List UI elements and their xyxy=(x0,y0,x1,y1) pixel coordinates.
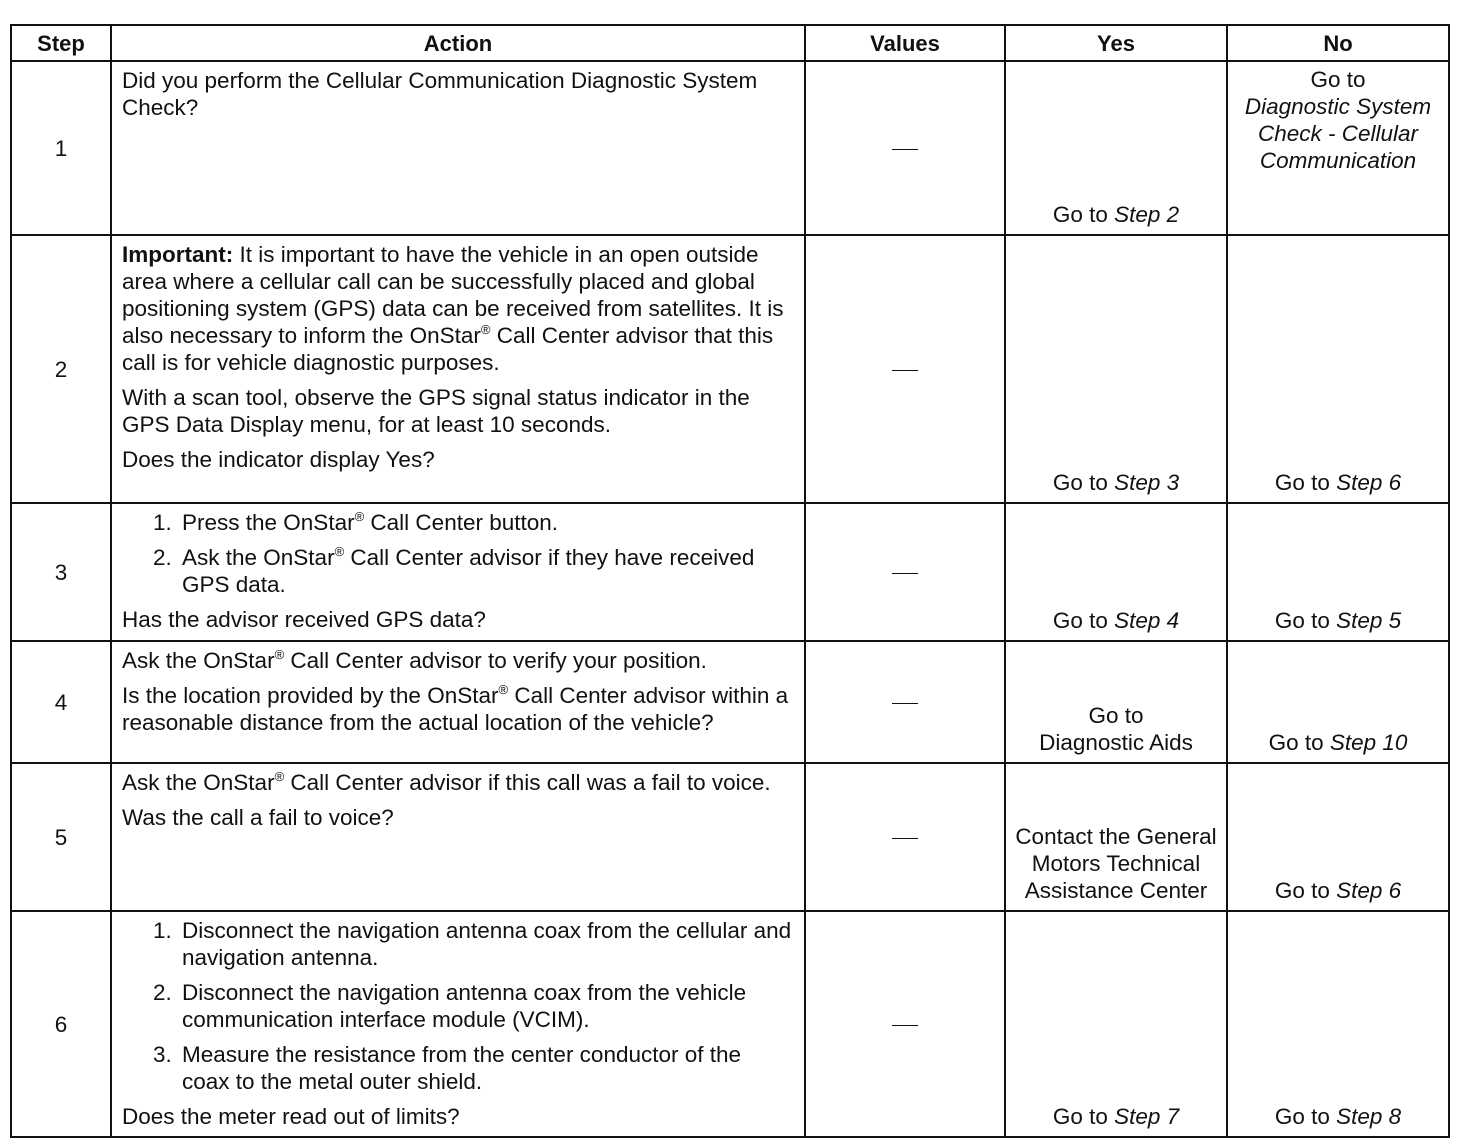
action-cell xyxy=(111,763,805,911)
action-step: 1. Press the OnStar® Call Center button. xyxy=(178,509,794,536)
no-link[interactable]: Diagnostic System Check - Cellular Communication xyxy=(1244,94,1432,173)
table-row xyxy=(11,763,1449,911)
action-question: Did you perform the Cellular Communication Diagnostic System Check? xyxy=(122,68,758,120)
dash-mark xyxy=(892,838,918,839)
dash-mark xyxy=(892,370,918,371)
no-cell xyxy=(1227,641,1449,763)
yes-cell xyxy=(1005,61,1227,235)
diagnostic-table xyxy=(10,24,1450,1138)
no-cell xyxy=(1227,763,1449,911)
yes-cell xyxy=(1005,763,1227,911)
yes-link[interactable]: Step 3 xyxy=(1114,470,1180,495)
yes-cell xyxy=(1005,503,1227,641)
go-to-label: Go to xyxy=(1274,608,1330,633)
action-cell xyxy=(111,503,805,641)
table-row xyxy=(11,235,1449,503)
action-question: Does the indicator display Yes? xyxy=(122,447,435,472)
table-row xyxy=(11,641,1449,763)
yes-cell xyxy=(1005,641,1227,763)
no-link[interactable]: Step 5 xyxy=(1336,608,1402,633)
table-row xyxy=(11,503,1449,641)
action-cell xyxy=(111,911,805,1137)
go-to-label: Go to xyxy=(1052,1104,1108,1129)
action-instruction: With a scan tool, observe the GPS signal status indicator in the GPS Data Display menu, for at least 10 seconds. xyxy=(122,385,750,437)
dash-mark xyxy=(892,1025,918,1026)
go-to-label: Go to xyxy=(1052,202,1108,227)
important-label: Important: xyxy=(122,242,234,267)
registered-mark: ® xyxy=(354,509,365,524)
go-to-label: Go to xyxy=(1052,470,1108,495)
action-steps xyxy=(122,917,794,1095)
values-cell xyxy=(805,503,1005,641)
dash-mark xyxy=(892,149,918,150)
header-no: No xyxy=(1227,25,1449,61)
action-cell xyxy=(111,235,805,503)
action-question: Does the meter read out of limits? xyxy=(122,1104,460,1129)
registered-mark: ® xyxy=(480,322,491,337)
step-number: 6 xyxy=(11,911,111,1137)
step-number: 2 xyxy=(11,235,111,503)
action-question: Has the advisor received GPS data? xyxy=(122,607,486,632)
go-to-label: Go to xyxy=(1274,1104,1330,1129)
action-instruction: Ask the OnStar® Call Center advisor to verify your position. xyxy=(122,647,707,673)
yes-cell xyxy=(1005,235,1227,503)
values-cell xyxy=(805,641,1005,763)
action-instruction: Ask the OnStar® Call Center advisor if this call was a fail to voice. xyxy=(122,769,771,795)
yes-cell xyxy=(1005,911,1227,1137)
action-question: Was the call a fail to voice? xyxy=(122,805,394,830)
action-step: 1. Disconnect the navigation antenna coax from the cellular and navigation antenna. xyxy=(178,917,794,971)
header-values: Values xyxy=(805,25,1005,61)
yes-instruction: Contact the General Motors Technical Assistance Center xyxy=(1015,824,1217,903)
go-to-label: Go to xyxy=(1310,67,1366,92)
registered-mark: ® xyxy=(334,544,345,559)
registered-mark: ® xyxy=(274,769,285,784)
important-text: Call Center advisor that this call is for vehicle diagnostic purposes. xyxy=(122,323,774,375)
no-link[interactable]: Step 6 xyxy=(1336,878,1402,903)
values-cell xyxy=(805,763,1005,911)
action-step: 2. Disconnect the navigation antenna coax from the vehicle communication interface module (VCIM). xyxy=(178,979,794,1033)
go-to-label: Go to xyxy=(1088,703,1144,728)
header-yes: Yes xyxy=(1005,25,1227,61)
action-steps xyxy=(122,509,794,598)
action-cell xyxy=(111,641,805,763)
no-link[interactable]: Step 8 xyxy=(1336,1104,1402,1129)
header-step: Step xyxy=(11,25,111,61)
go-to-label: Go to xyxy=(1274,470,1330,495)
step-number: 4 xyxy=(11,641,111,763)
go-to-label: Go to xyxy=(1052,608,1108,633)
yes-link[interactable]: Step 2 xyxy=(1114,202,1180,227)
yes-link[interactable]: Step 7 xyxy=(1114,1104,1180,1129)
registered-mark: ® xyxy=(498,682,509,697)
values-cell xyxy=(805,911,1005,1137)
go-to-label: Go to xyxy=(1274,878,1330,903)
action-question: Is the location provided by the OnStar® Call Center advisor within a reasonable distance from the actual location of the vehicle? xyxy=(122,682,789,735)
action-step: 2. Ask the OnStar® Call Center advisor if they have received GPS data. xyxy=(178,544,794,598)
no-link[interactable]: Step 6 xyxy=(1336,470,1402,495)
yes-link[interactable]: Diagnostic Aids xyxy=(1039,730,1193,755)
table-row xyxy=(11,911,1449,1137)
step-number: 5 xyxy=(11,763,111,911)
step-number: 3 xyxy=(11,503,111,641)
action-cell xyxy=(111,61,805,235)
step-number: 1 xyxy=(11,61,111,235)
important-text: It is important to have the vehicle in an open outside area where a cellular call can be successfully placed and global positioning system (GPS) data can be received from satellites. It is also necessary to inform the OnStar xyxy=(122,242,784,348)
no-link[interactable]: Step 10 xyxy=(1329,730,1408,755)
values-cell xyxy=(805,61,1005,235)
registered-mark: ® xyxy=(274,647,285,662)
no-cell xyxy=(1227,911,1449,1137)
no-cell xyxy=(1227,61,1449,235)
table-row xyxy=(11,61,1449,235)
action-step: 3. Measure the resistance from the center conductor of the coax to the metal outer shield. xyxy=(178,1041,794,1095)
header-row xyxy=(11,25,1449,61)
dash-mark xyxy=(892,703,918,704)
no-cell xyxy=(1227,235,1449,503)
header-action: Action xyxy=(111,25,805,61)
important-note xyxy=(122,241,794,376)
go-to-label: Go to xyxy=(1268,730,1324,755)
values-cell xyxy=(805,235,1005,503)
no-cell xyxy=(1227,503,1449,641)
yes-link[interactable]: Step 4 xyxy=(1114,608,1180,633)
dash-mark xyxy=(892,573,918,574)
